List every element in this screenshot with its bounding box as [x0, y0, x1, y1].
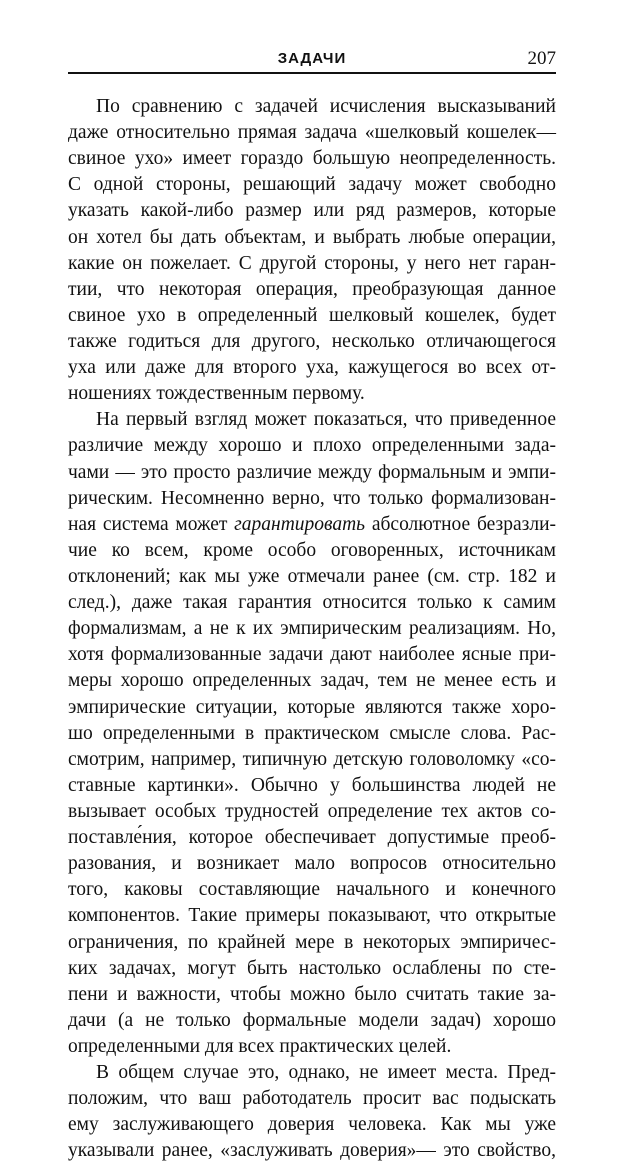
text-line: указать какой-либо размер или ряд размеров, которые: [68, 200, 556, 222]
text-line: ему заслуживающего доверия человека. Как мы уже: [68, 1114, 556, 1136]
text-line: С одной стороны, решающий задачу может свободно: [68, 174, 556, 196]
body-text: [68, 94, 556, 1164]
text-line: ставные картинки». Обычно у большинства людей не: [68, 774, 556, 796]
text-line: меры хорошо определенных задач, тем не менее есть и: [68, 670, 556, 692]
text-line: след.), даже такая гарантия относится только к самим: [68, 592, 556, 614]
text-line: дачи (а не только формальные модели задач) хорошо: [68, 1009, 556, 1031]
text-line: рическим. Несомненно верно, что только формализован-: [68, 487, 556, 509]
text-line: ких задачах, могут быть настолько ослаблены по сте-: [68, 957, 556, 979]
text-segment: абсолютное безразли-: [365, 513, 556, 535]
text-line: пени и важности, чтобы можно было считать такие за-: [68, 983, 556, 1005]
text-line: он хотел бы дать объектам, и выбрать любые операции,: [68, 226, 556, 248]
text-line-with-emphasis: [68, 512, 556, 538]
text-segment: ная система может: [68, 513, 235, 535]
text-line: также годиться для другого, несколько отличающегося: [68, 330, 556, 352]
text-line: формализмам, а не к их эмпирическим реализациям. Но,: [68, 618, 556, 640]
text-line: определенными для всех практических целей.: [68, 1035, 452, 1057]
text-line: эмпирические ситуации, которые являются также хоро-: [68, 696, 556, 718]
text-line: В общем случае это, однако, не имеет места. Пред-: [96, 1062, 556, 1084]
text-line: свиное ухо» имеет гораздо большую неопределенность.: [68, 148, 556, 170]
text-line: положим, что ваш работодатель просит вас подыскать: [68, 1088, 556, 1110]
text-line: даже относительно прямая задача «шелковый кошелек—: [68, 122, 556, 144]
text-line: На первый взгляд может показаться, что приведенное: [96, 409, 556, 431]
text-line: По сравнению с задачей исчисления высказываний: [96, 96, 556, 117]
page-number: 207: [527, 48, 556, 69]
emphasized-word: гарантировать: [234, 513, 366, 535]
text-line: того, каковы составляющие начального и конечного: [68, 879, 556, 901]
header-rule: [68, 72, 556, 74]
text-line: ношениях тождественным первому.: [68, 383, 365, 405]
text-line: различие между хорошо и плохо определенными зада-: [68, 435, 556, 457]
text-line: шо определенными в практическом смысле слова. Рас-: [68, 722, 556, 744]
text-line: указывали ранее, «заслуживать доверия»— это свойство,: [68, 1140, 556, 1162]
text-line: чами — это просто различие между формальным и эмпи-: [68, 461, 556, 483]
text-line: чие ко всем, кроме особо оговоренных, источникам: [68, 539, 556, 561]
running-head: [68, 48, 556, 72]
text-line: уха или даже для второго уха, кажущегося во всех от-: [68, 357, 556, 379]
running-title: ЗАДАЧИ: [277, 50, 347, 67]
text-line: компонентов. Такие примеры показывают, что открытые: [68, 905, 556, 927]
text-line: поставле́ния, которое обеспечивает допустимые преоб-: [68, 827, 556, 849]
text-line: какие он пожелает. С другой стороны, у него нет гаран-: [68, 252, 556, 274]
text-line: смотрим, например, типичную детскую головоломку «со-: [68, 748, 556, 770]
text-line: разования, и возникает мало вопросов относительно: [68, 853, 556, 875]
text-line: отклонений; как мы уже отмечали ранее (см. стр. 182 и: [68, 565, 556, 587]
text-line: вызывает особых трудностей определение тех актов со-: [68, 800, 556, 822]
text-line: ограничения, по крайней мере в некоторых эмпиричес-: [68, 931, 556, 953]
text-line: тии, что некоторая операция, преобразующая данное: [68, 278, 556, 300]
text-line: хотя формализованные задачи дают наиболее ясные при-: [68, 644, 556, 666]
text-line: свиное ухо в определенный шелковый кошелек, будет: [68, 304, 556, 326]
